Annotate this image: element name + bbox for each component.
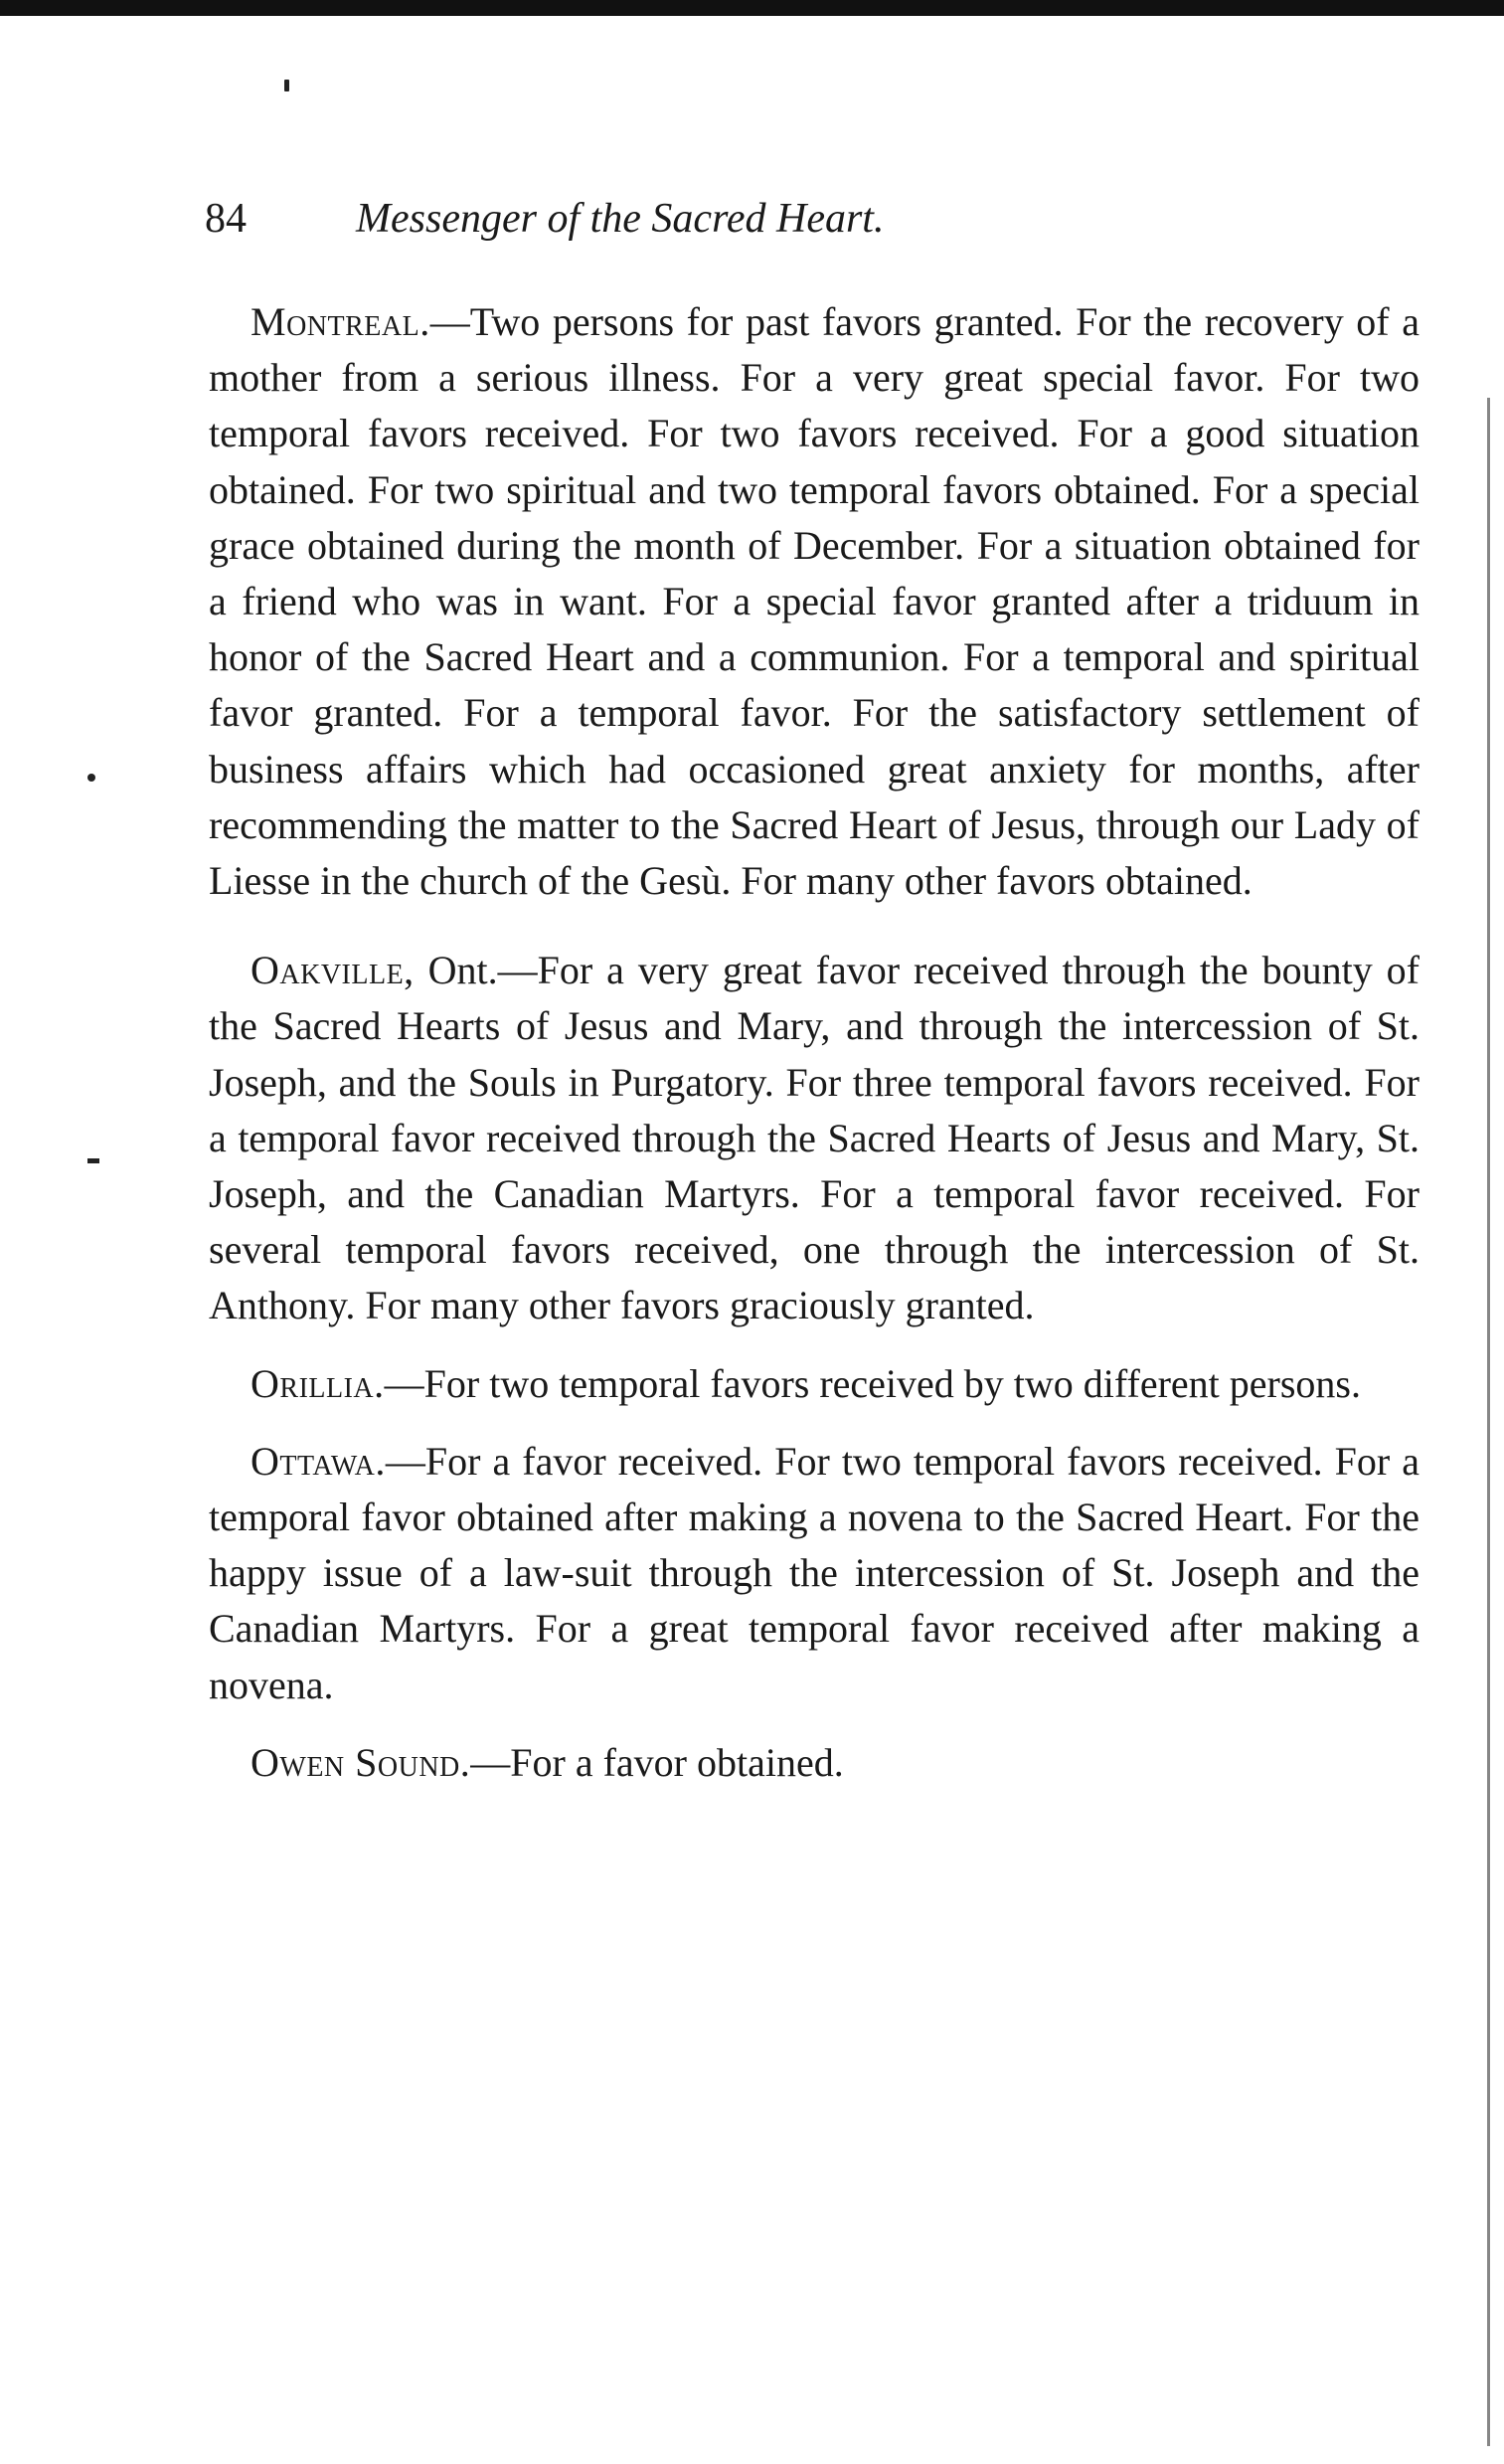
place-name: Montreal.	[251, 299, 430, 344]
entry-text: —For a favor received. For two temporal favors received. For a temporal favor obtained after making a novena to the Sacred Heart. For the happy issue of a law-suit through the intercession of St. Joseph and the Canadian Martyrs. For a great temporal favor received after making a novena.	[209, 1438, 1420, 1707]
page-top-rule	[0, 0, 1504, 16]
place-name: Ottawa.	[251, 1438, 386, 1484]
place-name: Orillia.	[251, 1360, 385, 1406]
entry-ottawa	[209, 1434, 1420, 1713]
place-name: Owen Sound.	[251, 1739, 471, 1785]
entry-text: Ont.—For a very great favor received through the bounty of the Sacred Hearts of Jesus and Mary, and through the intercession of St. Joseph, and the Souls in Purgatory. For three temporal favors received. For a temporal favor received through the Sacred Hearts of Jesus and Mary, St. Joseph, and the Canadian Martyrs. For a temporal favor received. For several temporal favors received, one through the intercession of St. Anthony. For many other favors graciously granted.	[209, 948, 1420, 1328]
entry-text: —For a favor obtained.	[470, 1739, 844, 1785]
place-name: Oakville,	[251, 948, 415, 993]
entry-text: —Two persons for past favors granted. For the recovery of a mother from a serious illness. For a very great special favor. For two temporal favors received. For two favors received. For a good situation obtained. For two spiritual and two temporal favors obtained. For a special grace obtained during the month of December. For a situation obtained for a friend who was in want. For a special favor granted after a triduum in honor of the Sacred Heart and a communion. For a temporal and spiritual favor granted. For a temporal favor. For the satisfactory settlement of business affairs which had occasioned great anxiety for months, after recommending the matter to the Sacred Heart of Jesus, through our Lady of Liesse in the church of the Gesù. For many other favors obtained.	[209, 299, 1420, 904]
entry-oakville	[209, 943, 1420, 1333]
scan-speck	[87, 1158, 99, 1163]
entry-orillia	[209, 1356, 1420, 1412]
scan-speck	[87, 774, 95, 782]
page-header	[205, 195, 1298, 255]
page-number: 84	[205, 196, 247, 242]
running-title: Messenger of the Sacred Heart.	[356, 196, 885, 242]
entry-montreal	[209, 294, 1420, 909]
entry-text: —For two temporal favors received by two different persons.	[384, 1360, 1361, 1406]
favors-list	[209, 294, 1420, 1791]
entry-owen-sound	[209, 1735, 1420, 1791]
page-edge-shadow	[1487, 398, 1490, 2446]
scan-speck	[284, 80, 289, 91]
